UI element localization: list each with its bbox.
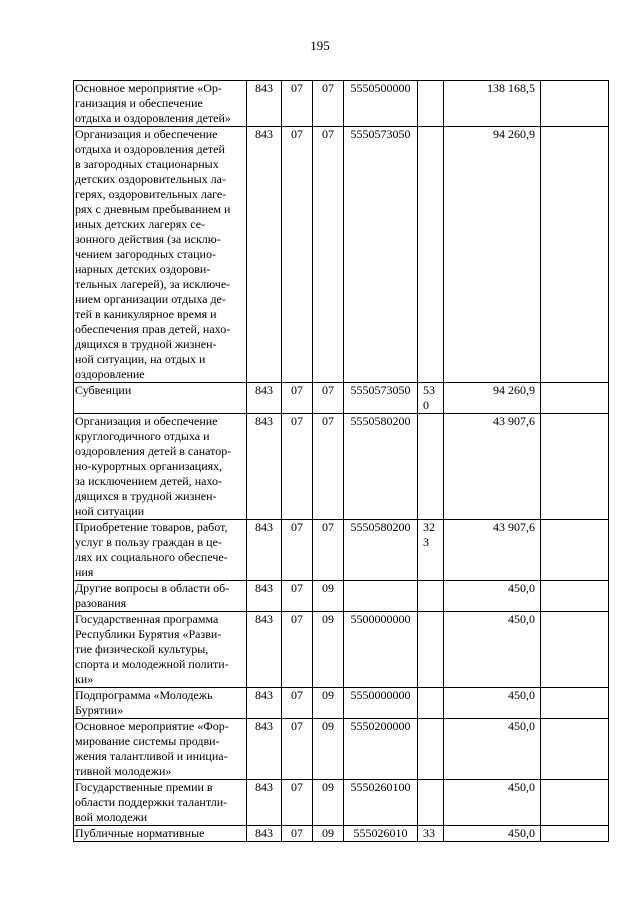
section-cell: 07: [282, 719, 313, 780]
row-name-line: области поддержки талантли-: [75, 795, 228, 809]
expense-type-cell: 33: [418, 826, 444, 842]
table-row: [74, 688, 609, 719]
amount-cell: 450,0: [444, 780, 541, 826]
row-name-line: отдыха и оздоровления детей»: [75, 111, 231, 125]
row-name-line: за исключением детей, нахо-: [75, 474, 222, 488]
amount-cell: 43 907,6: [444, 520, 541, 581]
grbs-cell: 843: [247, 414, 282, 520]
section-cell: 07: [282, 826, 313, 842]
row-name-line: вой молодежи: [75, 810, 148, 824]
extra-cell: [541, 81, 609, 127]
table-row: [74, 780, 609, 826]
expense-type-cell: [418, 581, 444, 612]
table-row: [74, 127, 609, 383]
target-article-cell: 5550580200: [344, 520, 418, 581]
row-name-line: Основное мероприятие «Ор-: [75, 81, 222, 95]
row-name-line: спорта и молодежной полити-: [75, 657, 229, 671]
amount-cell: 450,0: [444, 719, 541, 780]
row-name-line: дящихся в трудной жизнен-: [75, 337, 217, 351]
target-article-cell: 5550200000: [344, 719, 418, 780]
extra-cell: [541, 127, 609, 383]
subsection-cell: 07: [313, 520, 344, 581]
extra-cell: [541, 520, 609, 581]
section-cell: 07: [282, 581, 313, 612]
table-row: [74, 81, 609, 127]
budget-table: [73, 80, 609, 842]
table-row: [74, 719, 609, 780]
amount-cell: 43 907,6: [444, 414, 541, 520]
target-article-cell: 5550580200: [344, 414, 418, 520]
expense-type-cell: [418, 612, 444, 688]
section-cell: 07: [282, 127, 313, 383]
amount-cell: 450,0: [444, 688, 541, 719]
expense-type-cell: 323: [418, 520, 444, 581]
target-article-cell: 5550260100: [344, 780, 418, 826]
subsection-cell: 09: [313, 688, 344, 719]
row-name-line: ной ситуации: [75, 504, 145, 518]
row-name-cell: [74, 581, 247, 612]
row-name-line: дящихся в трудной жизнен-: [75, 489, 217, 503]
section-cell: 07: [282, 383, 313, 414]
expense-type-cell: [418, 81, 444, 127]
extra-cell: [541, 414, 609, 520]
amount-cell: 450,0: [444, 826, 541, 842]
row-name-line: тельных лагерей), за исключе-: [75, 277, 231, 291]
target-article-cell: 5550000000: [344, 688, 418, 719]
row-name-line: Организация и обеспечение: [75, 127, 218, 141]
extra-cell: [541, 719, 609, 780]
row-name-line: обеспечения прав детей, нахо-: [75, 322, 231, 336]
row-name-line: жения талантливой и инициа-: [75, 749, 228, 763]
row-name-cell: [74, 612, 247, 688]
row-name-line: оздоровление: [75, 367, 145, 381]
row-name-line: тивной молодежи»: [75, 764, 172, 778]
target-article-cell: 5550573050: [344, 127, 418, 383]
extra-cell: [541, 826, 609, 842]
row-name-line: лях их социального обеспече-: [75, 550, 228, 564]
subsection-cell: 09: [313, 826, 344, 842]
table-row: [74, 383, 609, 414]
grbs-cell: 843: [247, 612, 282, 688]
extra-cell: [541, 581, 609, 612]
row-name-cell: [74, 520, 247, 581]
budget-table-body: [74, 81, 609, 842]
expense-type-cell: [418, 780, 444, 826]
table-row: [74, 826, 609, 842]
grbs-cell: 843: [247, 826, 282, 842]
row-name-line: Основное мероприятие «Фор-: [75, 719, 229, 733]
row-name-line: нием организации отдыха де-: [75, 292, 226, 306]
subsection-cell: 09: [313, 581, 344, 612]
row-name-line: ной ситуации, на отдых и: [75, 352, 206, 366]
row-name-line: детских оздоровительных ла-: [75, 172, 226, 186]
grbs-cell: 843: [247, 383, 282, 414]
row-name-line: Субвенции: [75, 383, 132, 397]
section-cell: 07: [282, 520, 313, 581]
row-name-cell: [74, 127, 247, 383]
table-row: [74, 612, 609, 688]
subsection-cell: 09: [313, 780, 344, 826]
table-row: [74, 581, 609, 612]
row-name-line: рях с дневным пребыванием и: [75, 202, 231, 216]
row-name-line: Республики Бурятия «Разви-: [75, 627, 222, 641]
row-name-line: герях, оздоровительных лаге-: [75, 187, 227, 201]
row-name-line: Государственные премии в: [75, 780, 213, 794]
row-name-line: ки»: [75, 672, 94, 686]
table-row: [74, 520, 609, 581]
row-name-line: ганизация и обеспечение: [75, 96, 203, 110]
grbs-cell: 843: [247, 780, 282, 826]
amount-cell: 450,0: [444, 612, 541, 688]
target-article-cell: 555026010: [344, 826, 418, 842]
row-name-line: Другие вопросы в области об-: [75, 581, 230, 595]
section-cell: 07: [282, 780, 313, 826]
row-name-line: Бурятии»: [75, 703, 124, 717]
row-name-cell: [74, 780, 247, 826]
row-name-line: тей в каникулярное время и: [75, 307, 217, 321]
amount-cell: 138 168,5: [444, 81, 541, 127]
row-name-line: отдыха и оздоровления детей: [75, 142, 225, 156]
section-cell: 07: [282, 688, 313, 719]
row-name-line: тие физической культуры,: [75, 642, 209, 656]
expense-type-cell: 530: [418, 383, 444, 414]
row-name-line: в загородных стационарных: [75, 157, 219, 171]
subsection-cell: 09: [313, 612, 344, 688]
row-name-line: Подпрограмма «Молодежь: [75, 688, 213, 702]
amount-cell: 450,0: [444, 581, 541, 612]
grbs-cell: 843: [247, 520, 282, 581]
row-name-line: Государственная программа: [75, 612, 219, 626]
row-name-cell: [74, 383, 247, 414]
grbs-cell: 843: [247, 81, 282, 127]
row-name-cell: [74, 414, 247, 520]
row-name-cell: [74, 81, 247, 127]
row-name-line: иных детских лагерях се-: [75, 217, 206, 231]
row-name-line: чением загородных стацио-: [75, 247, 216, 261]
row-name-line: зонного действия (за исклю-: [75, 232, 221, 246]
row-name-line: нарных детских оздорови-: [75, 262, 211, 276]
expense-type-cell: [418, 414, 444, 520]
row-name-cell: [74, 719, 247, 780]
grbs-cell: 843: [247, 581, 282, 612]
row-name-cell: [74, 826, 247, 842]
amount-cell: 94 260,9: [444, 127, 541, 383]
grbs-cell: 843: [247, 688, 282, 719]
expense-type-cell: [418, 719, 444, 780]
extra-cell: [541, 688, 609, 719]
subsection-cell: 07: [313, 127, 344, 383]
expense-type-cell: [418, 688, 444, 719]
row-name-line: разования: [75, 596, 127, 610]
amount-cell: 94 260,9: [444, 383, 541, 414]
page-number: 195: [310, 38, 330, 53]
subsection-cell: 07: [313, 414, 344, 520]
row-name-line: ния: [75, 565, 94, 579]
row-name-line: Организация и обеспечение: [75, 414, 218, 428]
subsection-cell: 07: [313, 81, 344, 127]
extra-cell: [541, 780, 609, 826]
section-cell: 07: [282, 414, 313, 520]
row-name-line: круглогодичного отдыха и: [75, 429, 210, 443]
target-article-cell: 5550573050: [344, 383, 418, 414]
row-name-line: мирование системы продви-: [75, 734, 220, 748]
row-name-line: Публичные нормативные: [75, 826, 205, 840]
target-article-cell: [344, 581, 418, 612]
row-name-line: Приобретение товаров, работ,: [75, 520, 228, 534]
row-name-line: оздоровления детей в санатор-: [75, 444, 232, 458]
target-article-cell: 5550500000: [344, 81, 418, 127]
extra-cell: [541, 612, 609, 688]
extra-cell: [541, 383, 609, 414]
subsection-cell: 07: [313, 383, 344, 414]
row-name-line: услуг в пользу граждан в це-: [75, 535, 222, 549]
table-row: [74, 414, 609, 520]
section-cell: 07: [282, 612, 313, 688]
subsection-cell: 09: [313, 719, 344, 780]
expense-type-cell: [418, 127, 444, 383]
row-name-cell: [74, 688, 247, 719]
target-article-cell: 5500000000: [344, 612, 418, 688]
grbs-cell: 843: [247, 719, 282, 780]
grbs-cell: 843: [247, 127, 282, 383]
section-cell: 07: [282, 81, 313, 127]
row-name-line: но-курортных организациях,: [75, 459, 223, 473]
